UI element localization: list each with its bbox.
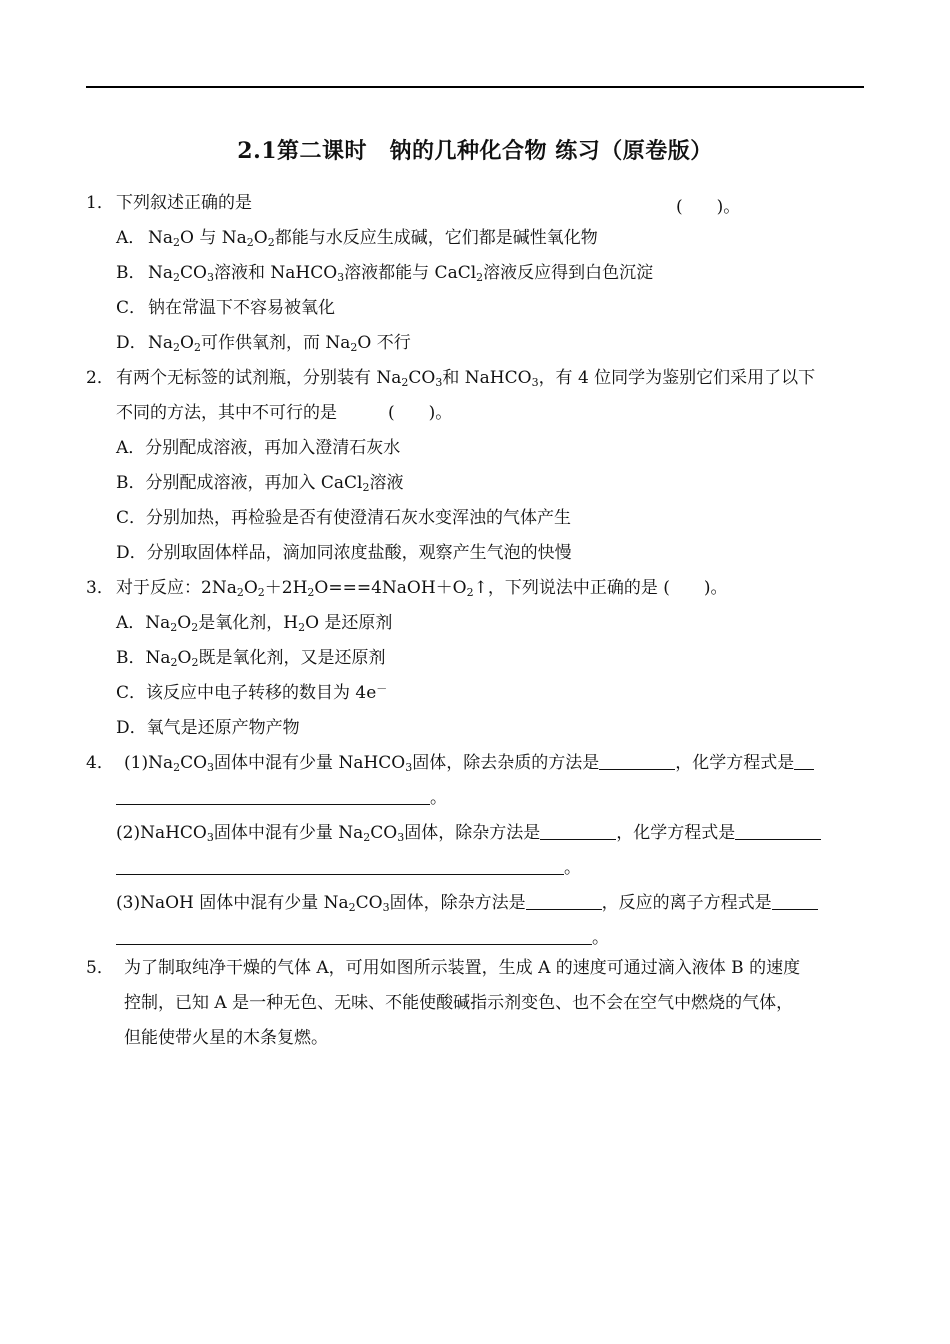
option-d: D．分别取固体样品，滴加同浓度盐酸，观察产生气泡的快慢 xyxy=(116,543,572,563)
question-1-stem: 1． 下列叙述正确的是 xyxy=(86,193,252,213)
question-2-stem-cont: 不同的方法，其中不可行的是 ( )。 xyxy=(116,403,453,423)
option-b: B．$Na_2O_2$既是氧化剂，又是还原剂 xyxy=(116,648,386,669)
question-2-stem: 2． 有两个无标签的试剂瓶，分别装有 $Na_2CO_3$和 NaHCO$_3$，有 4 位同学为鉴别它们采用了以下 xyxy=(86,368,816,389)
answer-blank[interactable] xyxy=(540,823,616,840)
option-d: D．$Na_2O_2$可作供氧剂，而 $Na_2O$ 不行 xyxy=(116,333,411,354)
question-4-part-3: (3)NaOH 固体中混有少量 $Na_2CO_3$固体，除杂方法是 ，反应的离子方程式是 xyxy=(116,892,818,914)
answer-blank[interactable] xyxy=(116,858,564,875)
option-a: A． $Na_2O$ 与 $Na_2O_2$都能与水反应生成碱，它们都是碱性氧化物 xyxy=(116,228,598,249)
question-4-part-2: (2)NaHCO$_3$固体中混有少量 $Na_2CO_3$固体，除杂方法是 ，化学方程式是 xyxy=(116,822,821,844)
option-b: B．分别配成溶液，再加入 CaCl$_2$溶液 xyxy=(116,473,404,494)
question-5-stem-end: 但能使带火星的木条复燃。 xyxy=(124,1028,328,1048)
option-a: A．分别配成溶液，再加入澄清石灰水 xyxy=(116,438,401,458)
option-d: D．氧气是还原产物产物 xyxy=(116,718,300,738)
document-title: 2.1第二课时 钠的几种化合物 练习（原卷版） xyxy=(237,138,713,164)
option-b: B． $Na_2CO_3$溶液和 NaHCO$_3$溶液都能与 CaCl$_2$溶液反应得到白色沉淀 xyxy=(116,263,654,284)
option-c: C．该反应中电子转移的数目为 4e－ xyxy=(116,682,388,703)
header-rule xyxy=(86,86,864,88)
answer-blank[interactable] xyxy=(116,788,430,805)
question-3-stem: 3． 对于反应：$2Na_2O_2+2H_2O===4NaOH+O_2↑$，下列说法中正确的是 ( )。 xyxy=(86,578,728,599)
answer-line: 。 xyxy=(116,857,581,879)
answer-line: 。 xyxy=(116,787,447,809)
answer-blank[interactable] xyxy=(772,893,818,910)
answer-line: 。 xyxy=(116,927,609,949)
answer-blank[interactable] xyxy=(794,753,814,770)
question-5-stem-cont: 控制，已知 A 是一种无色、无味、不能使酸碱指示剂变色、也不会在空气中燃烧的气体， xyxy=(124,993,794,1013)
option-c: C．分别加热，再检验是否有使澄清石灰水变浑浊的气体产生 xyxy=(116,508,572,528)
option-a: A．$Na_2O_2$是氧化剂，$H_2O$ 是还原剂 xyxy=(116,613,393,634)
answer-blank[interactable] xyxy=(116,928,592,945)
answer-blank[interactable] xyxy=(599,753,675,770)
answer-bracket: ( )。 xyxy=(676,197,741,217)
question-5-stem: 5． 为了制取纯净干燥的气体 A，可用如图所示装置，生成 A 的速度可通过滴入液体 B 的速度 xyxy=(86,958,801,978)
answer-blank[interactable] xyxy=(526,893,602,910)
question-4-part-1: 4． $(1)Na_2CO_3$固体中混有少量 NaHCO$_3$固体，除去杂质的方法是 ，化学方程式是 xyxy=(86,752,814,774)
answer-blank[interactable] xyxy=(735,823,821,840)
option-c: C． 钠在常温下不容易被氧化 xyxy=(116,298,335,318)
